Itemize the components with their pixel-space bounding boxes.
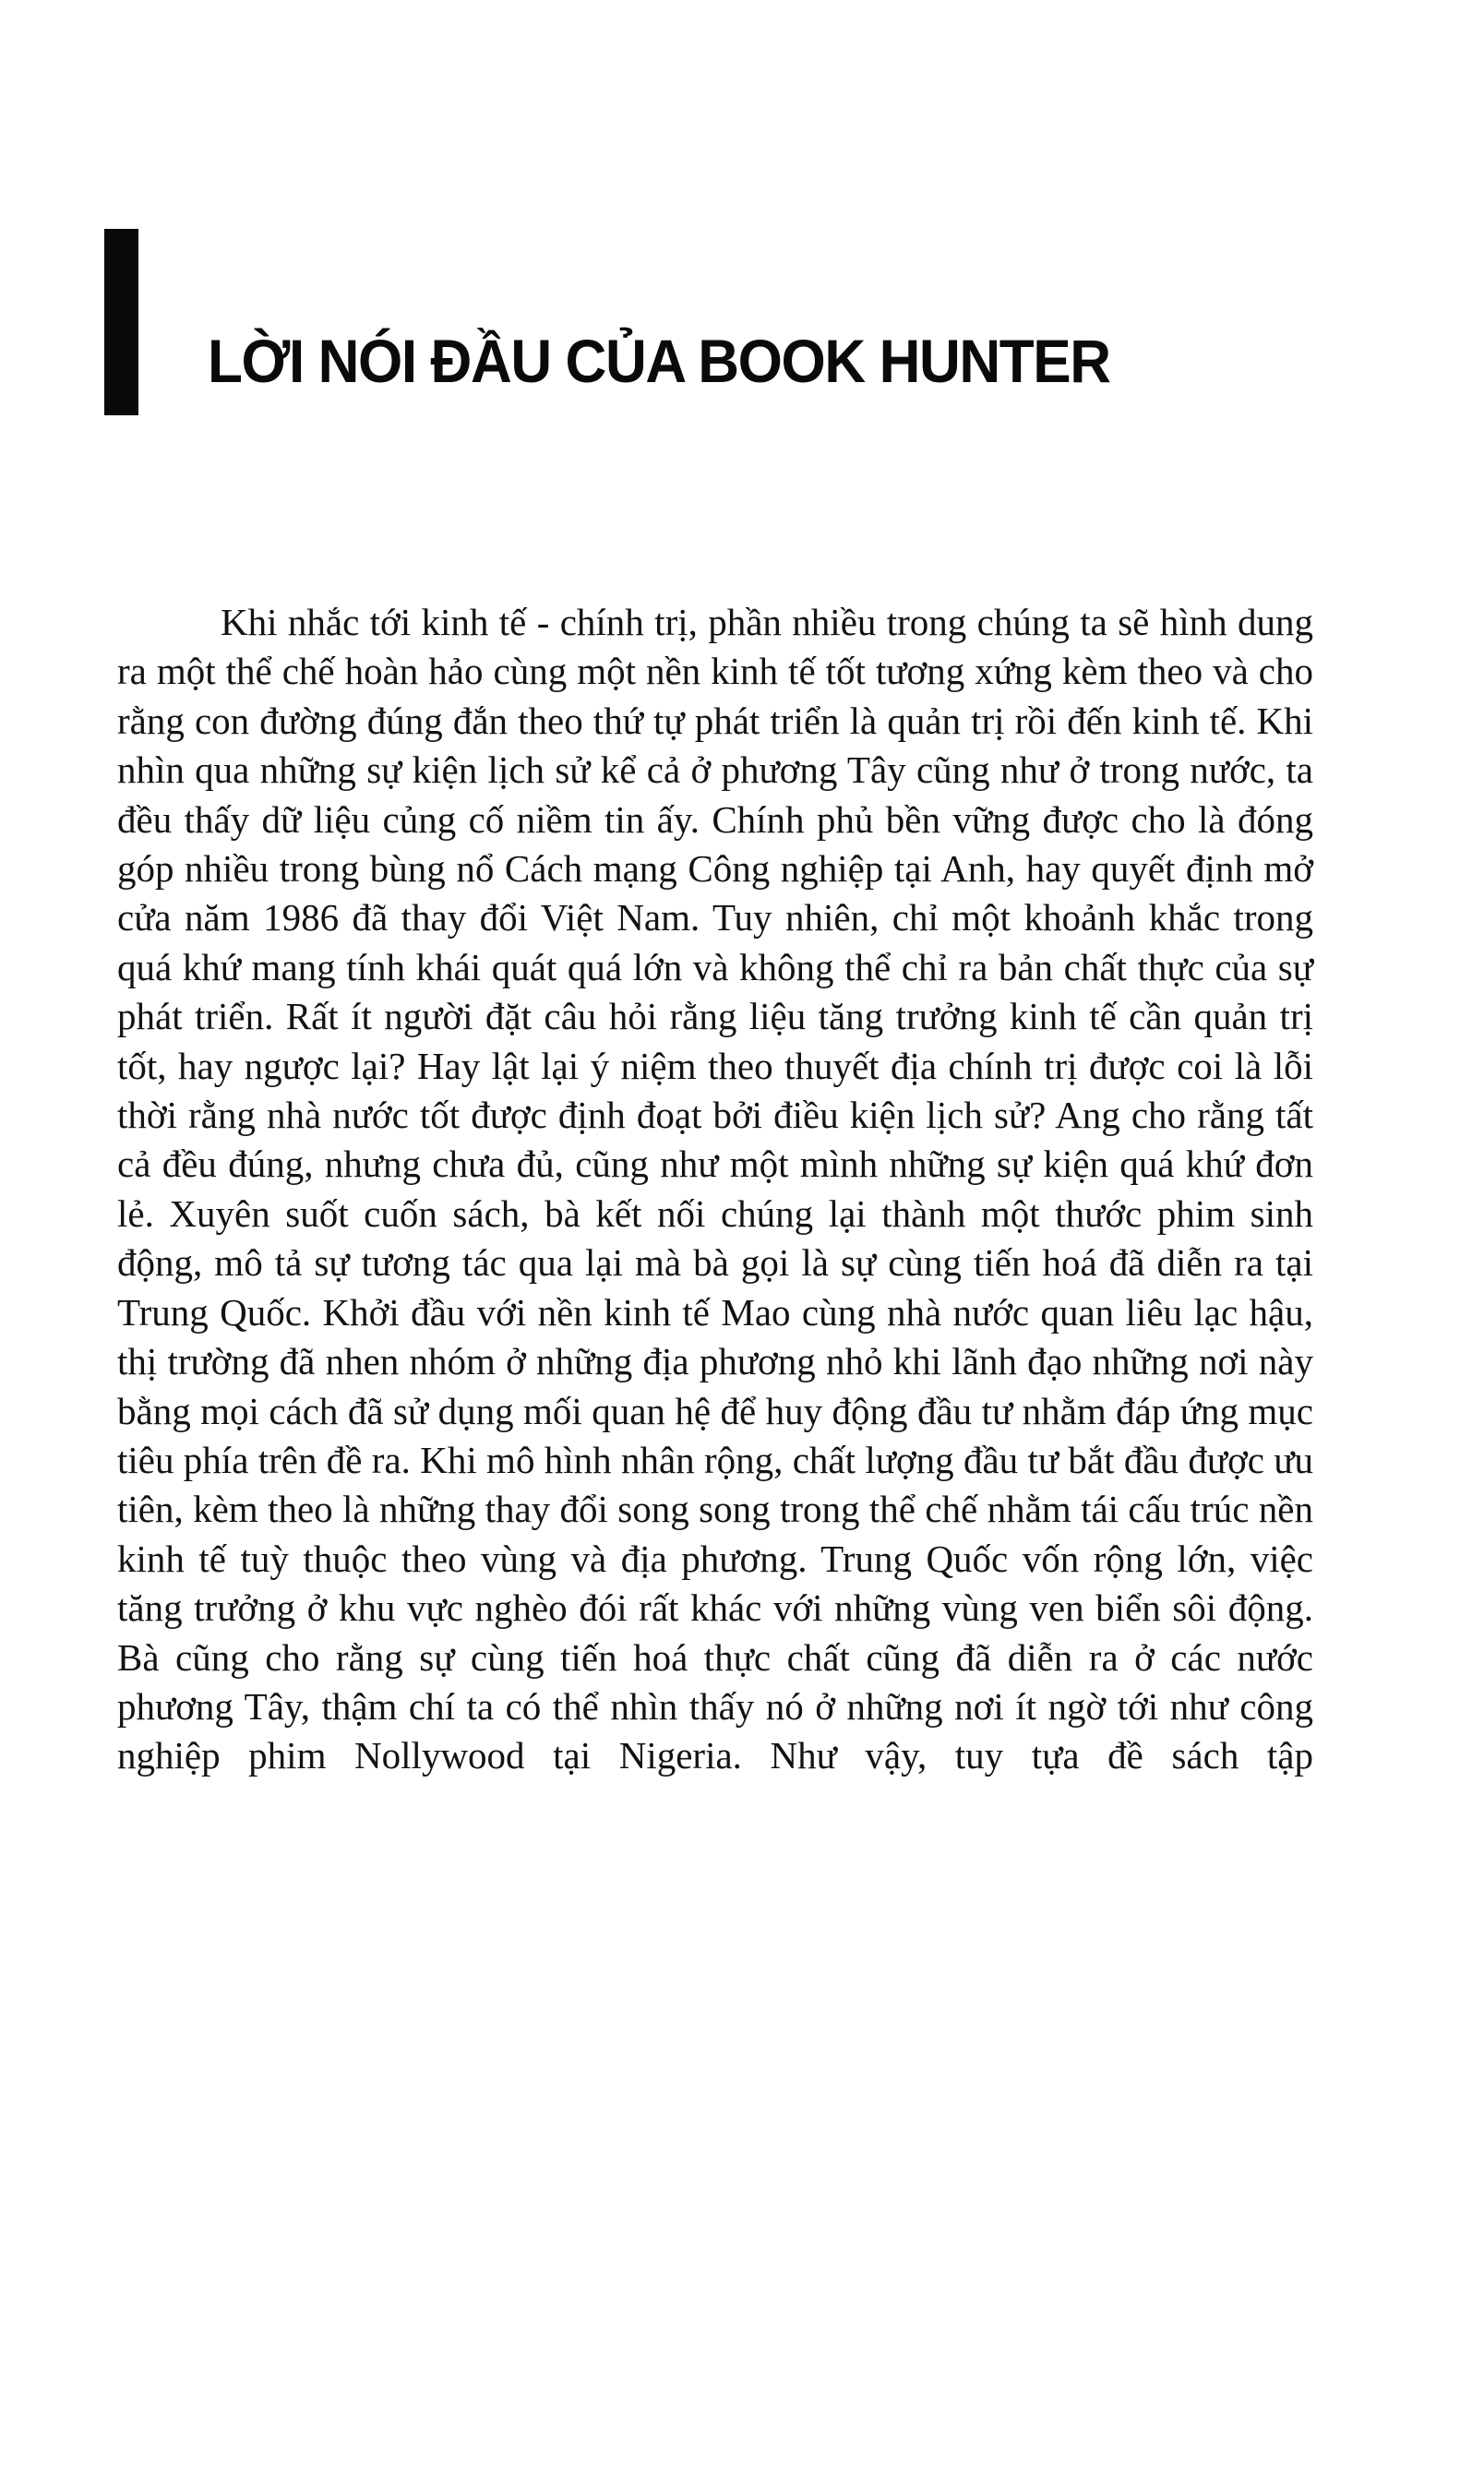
body-paragraph: Khi nhắc tới kinh tế - chính trị, phần nhiều trong chúng ta sẽ hình dung ra một thể chế hoàn hảo cùng một nền kinh tế tốt tương xứng kèm theo và cho rằng con đường đúng đắn theo thứ tự phát triển là quản trị rồi đến kinh tế. Khi nhìn qua những sự kiện lịch sử kể cả ở phương Tây cũng như ở trong nước, ta đều thấy dữ liệu củng cố niềm tin ấy. Chính phủ bền vững được cho là đóng góp nhiều trong bùng nổ Cách mạng Công nghiệp tại Anh, hay quyết định mở cửa năm 1986 đã thay đổi Việt Nam. Tuy nhiên, chỉ một khoảnh khắc trong quá khứ mang tính khái quát quá lớn và không thể chỉ ra bản chất thực của sự phát triển. Rất ít người đặt câu hỏi rằng liệu tăng trưởng kinh tế cần quản trị tốt, hay ngược lại? Hay lật lại ý niệm theo thuyết địa chính trị được coi là lỗi thời rằng nhà nước tốt được định đoạt bởi điều kiện lịch sử? Ang cho rằng tất cả đều đúng, nhưng chưa đủ, cũng như một mình những sự kiện quá khứ đơn lẻ. Xuyên suốt cuốn sách, bà kết nối chúng lại thành một thước phim sinh động, mô tả sự tương tác qua lại mà bà gọi là sự cùng tiến hoá đã diễn ra tại Trung Quốc. Khởi đầu với nền kinh tế Mao cùng nhà nước quan liêu lạc hậu, thị trường đã nhen nhóm ở những địa phương nhỏ khi lãnh đạo những nơi này bằng mọi cách đã sử dụng mối quan hệ để huy động đầu tư nhằm đáp ứng mục tiêu phía trên đề ra. Khi mô hình nhân rộng, chất lượng đầu tư bắt đầu được ưu tiên, kèm theo là những thay đổi song song trong thể chế nhằm tái cấu trúc nền kinh tế tuỳ thuộc theo vùng và địa phương. Trung Quốc vốn rộng lớn, việc tăng trưởng ở khu vực nghèo đói rất khác với những vùng ven biển sôi động. Bà cũng cho rằng sự cùng tiến hoá thực chất cũng đã diễn ra ở các nước phương Tây, thậm chí ta có thể nhìn thấy nó ở những nơi ít ngờ tới như công nghiệp phim Nollywood tại Nigeria. Như vậy, tuy tựa đề sách tập [117, 601, 1313, 1777]
chapter-heading-block [104, 229, 1322, 423]
page-title: LỜI NÓI ĐẦU CỦA BOOK HUNTER [208, 327, 1110, 395]
heading-rule-mark [104, 229, 138, 415]
